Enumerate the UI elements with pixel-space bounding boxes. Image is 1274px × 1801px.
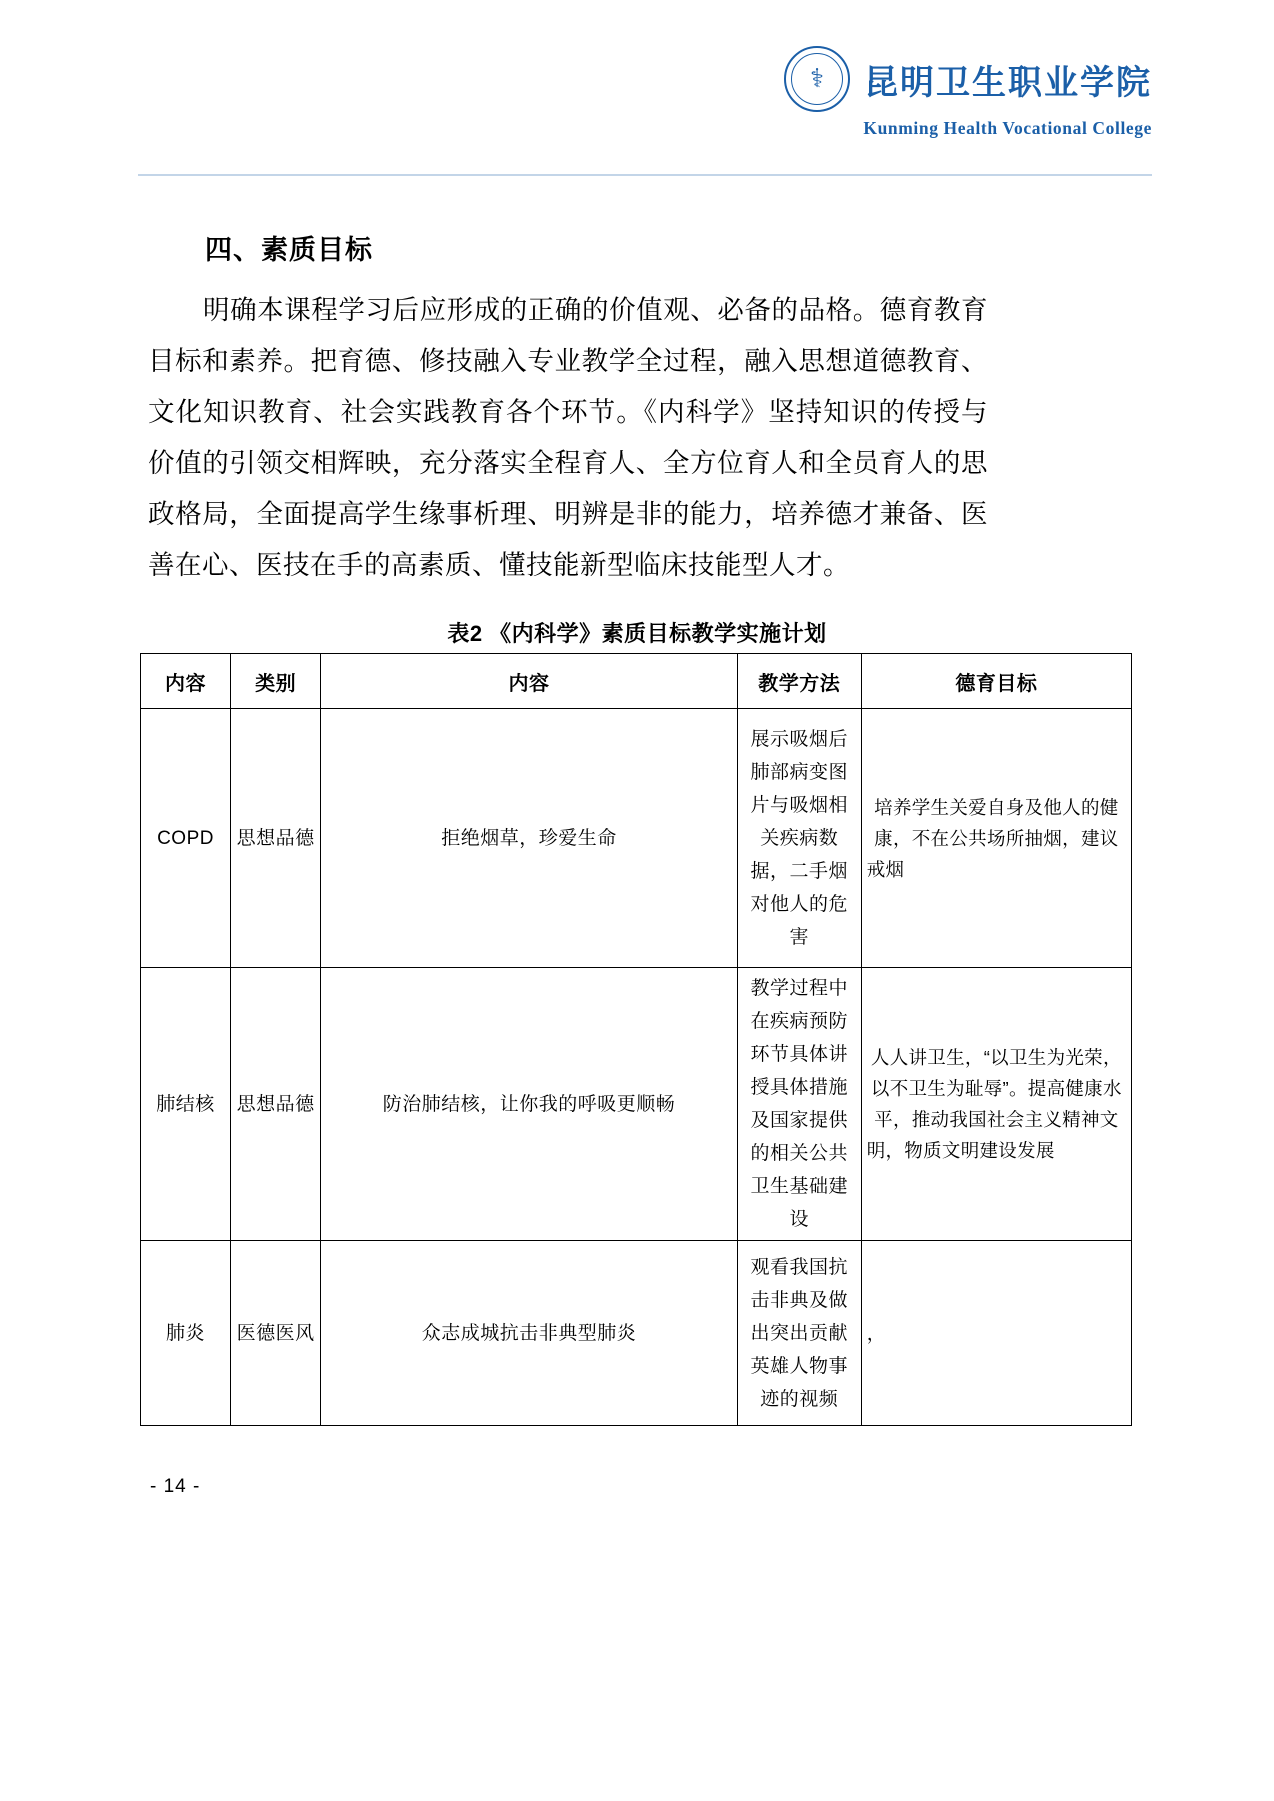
table-row xyxy=(141,968,1132,1241)
cell-teaching-method: 观看我国抗击非典及做出突出贡献英雄人物事迹的视频 xyxy=(737,1241,861,1426)
cell-moral-goal: ， xyxy=(861,1241,1131,1426)
logo-row xyxy=(784,46,1152,112)
column-header-content-topic: 内容 xyxy=(141,654,231,709)
college-seal-icon xyxy=(784,46,850,112)
cell-category: 医德医风 xyxy=(231,1241,321,1426)
table-caption: 表2 《内科学》素质目标教学实施计划 xyxy=(447,621,827,646)
cell-category: 思想品德 xyxy=(231,709,321,968)
table-row xyxy=(141,1241,1132,1426)
cell-category: 思想品德 xyxy=(231,968,321,1241)
section-paragraph: 明确本课程学习后应形成的正确的价值观、必备的品格。德育教育目标和素养。把育德、修技融入专业教学全过程，融入思想道德教育、文化知识教育、社会实践教育各个环节。《内科学》坚持知识的传授与价值的引领交相辉映，充分落实全程育人、全方位育人和全员育人的思政格局，全面提高学生缘事析理、明辨是非的能力，培养德才兼备、医善在心、医技在手的高素质、懂技能新型临床技能型人才。 xyxy=(148,294,988,580)
cell-teaching-method: 教学过程中在疾病预防环节具体讲授具体措施及国家提供的相关公共卫生基础建设 xyxy=(737,968,861,1241)
cell-content: 众志成城抗击非典型肺炎 xyxy=(321,1241,738,1426)
cell-content-topic: 肺炎 xyxy=(141,1241,231,1426)
cell-teaching-method: 展示吸烟后肺部病变图片与吸烟相关疾病数据，二手烟对他人的危害 xyxy=(737,709,861,968)
cell-moral-goal: 人人讲卫生，“以卫生为光荣，以不卫生为耻辱”。提高健康水平，推动我国社会主义精神文明，物质文明建设发展 xyxy=(861,968,1131,1241)
seal-glyph: ⚕ xyxy=(809,64,825,94)
college-name-cn: 昆明卫生职业学院 xyxy=(864,64,1152,102)
cell-content-topic: COPD xyxy=(141,709,231,968)
quality-goal-plan-table xyxy=(140,653,1132,1426)
cell-content: 拒绝烟草，珍爱生命 xyxy=(321,709,738,968)
cell-moral-goal: 培养学生关爱自身及他人的健康，不在公共场所抽烟，建议戒烟 xyxy=(861,709,1131,968)
header-divider xyxy=(138,174,1152,176)
section-heading: 四、素质目标 xyxy=(205,235,373,266)
table-header-row xyxy=(141,654,1132,709)
column-header-content: 内容 xyxy=(321,654,738,709)
column-header-teaching-method: 教学方法 xyxy=(737,654,861,709)
column-header-moral-goal: 德育目标 xyxy=(861,654,1131,709)
college-logo xyxy=(784,46,1152,139)
cell-content: 防治肺结核，让你我的呼吸更顺畅 xyxy=(321,968,738,1241)
column-header-category: 类别 xyxy=(231,654,321,709)
college-name-en: Kunming Health Vocational College xyxy=(863,118,1152,138)
page-number: - 14 - xyxy=(150,1476,201,1497)
table-row xyxy=(141,709,1132,968)
cell-content-topic: 肺结核 xyxy=(141,968,231,1241)
